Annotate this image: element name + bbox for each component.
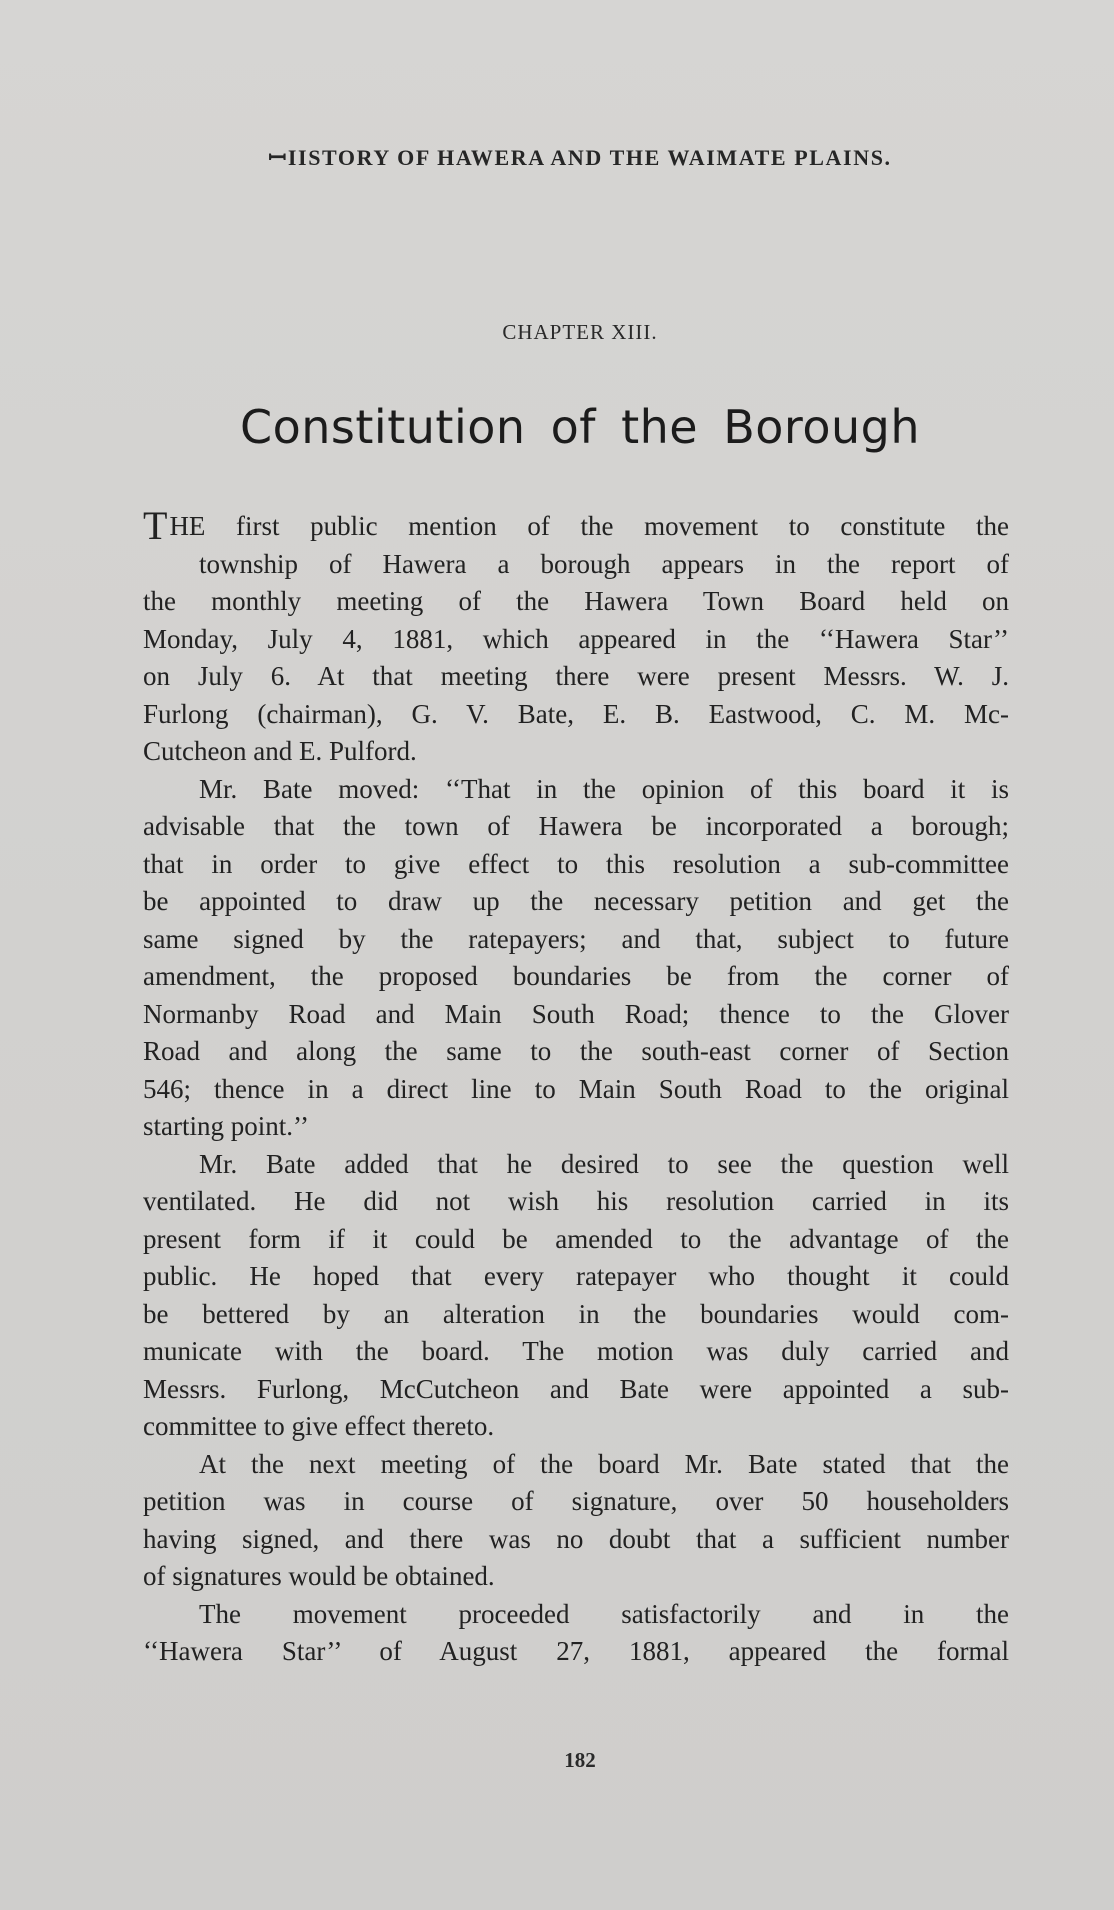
text-line: amendment, the proposed boundaries be from the corner of: [143, 961, 1009, 991]
text-line: At the next meeting of the board Mr. Bate stated that the: [199, 1448, 1009, 1479]
text-line: ‘‘Hawera Star’’ of August 27, 1881, appeared the formal: [143, 1636, 1009, 1666]
running-head: ꟷIISTORY OF HAWERA AND THE WAIMATE PLAINS.: [268, 145, 892, 170]
text-line: on July 6. At that meeting there were present Messrs. W. J.: [143, 661, 1009, 691]
text-line: Mr. Bate added that he desired to see the question well: [199, 1148, 1009, 1179]
text-line: of signatures would be obtained.: [143, 1561, 495, 1591]
text-line: same signed by the ratepayers; and that, subject to future: [143, 923, 1009, 954]
text-line: municate with the board. The motion was duly carried and: [143, 1336, 1009, 1366]
chapter-label: CHAPTER XIII.: [502, 320, 658, 344]
text-line: be appointed to draw up the necessary petition and get the: [143, 886, 1009, 916]
text-line: THE first public mention of the movement to constitute the: [143, 503, 1009, 548]
text-line: Furlong (chairman), G. V. Bate, E. B. Eastwood, C. M. Mc-: [143, 698, 1009, 729]
text-line: The movement proceeded satisfactorily and in the: [199, 1598, 1009, 1629]
text-line: present form if it could be amended to the advantage of the: [143, 1223, 1009, 1254]
text-line: petition was in course of signature, over 50 householders: [143, 1486, 1009, 1516]
body-text: [143, 503, 1009, 1671]
text-line: 546; thence in a direct line to Main South Road to the original: [143, 1073, 1009, 1104]
text-line: ventilated. He did not wish his resolution carried in its: [143, 1186, 1009, 1216]
text-line: public. He hoped that every ratepayer who thought it could: [143, 1261, 1009, 1291]
chapter-title: Constitution of the Borough: [240, 400, 920, 454]
text-line: that in order to give effect to this resolution a sub-committee: [143, 848, 1009, 879]
text-line: advisable that the town of Hawera be incorporated a borough;: [143, 811, 1009, 841]
text-line: Mr. Bate moved: ‘‘That in the opinion of this board it is: [199, 773, 1009, 804]
text-line: Messrs. Furlong, McCutcheon and Bate were appointed a sub-: [143, 1373, 1009, 1404]
text-line: Road and along the same to the south-east corner of Section: [143, 1036, 1009, 1066]
text-line: starting point.’’: [143, 1111, 309, 1141]
drop-cap: T: [143, 503, 168, 548]
text-line: Normanby Road and Main South Road; thence to the Glover: [143, 998, 1009, 1029]
text-line: Cutcheon and E. Pulford.: [143, 736, 417, 766]
text-line: township of Hawera a borough appears in the report of: [199, 548, 1009, 579]
text-line: having signed, and there was no doubt that a sufficient number: [143, 1523, 1009, 1554]
text-line: committee to give effect thereto.: [143, 1411, 495, 1441]
page-number: 182: [564, 1748, 596, 1772]
text-line: Monday, July 4, 1881, which appeared in the ‘‘Hawera Star’’: [143, 623, 1009, 654]
text-line: be bettered by an alteration in the boundaries would com-: [143, 1298, 1009, 1329]
text-line: the monthly meeting of the Hawera Town Board held on: [143, 586, 1009, 616]
